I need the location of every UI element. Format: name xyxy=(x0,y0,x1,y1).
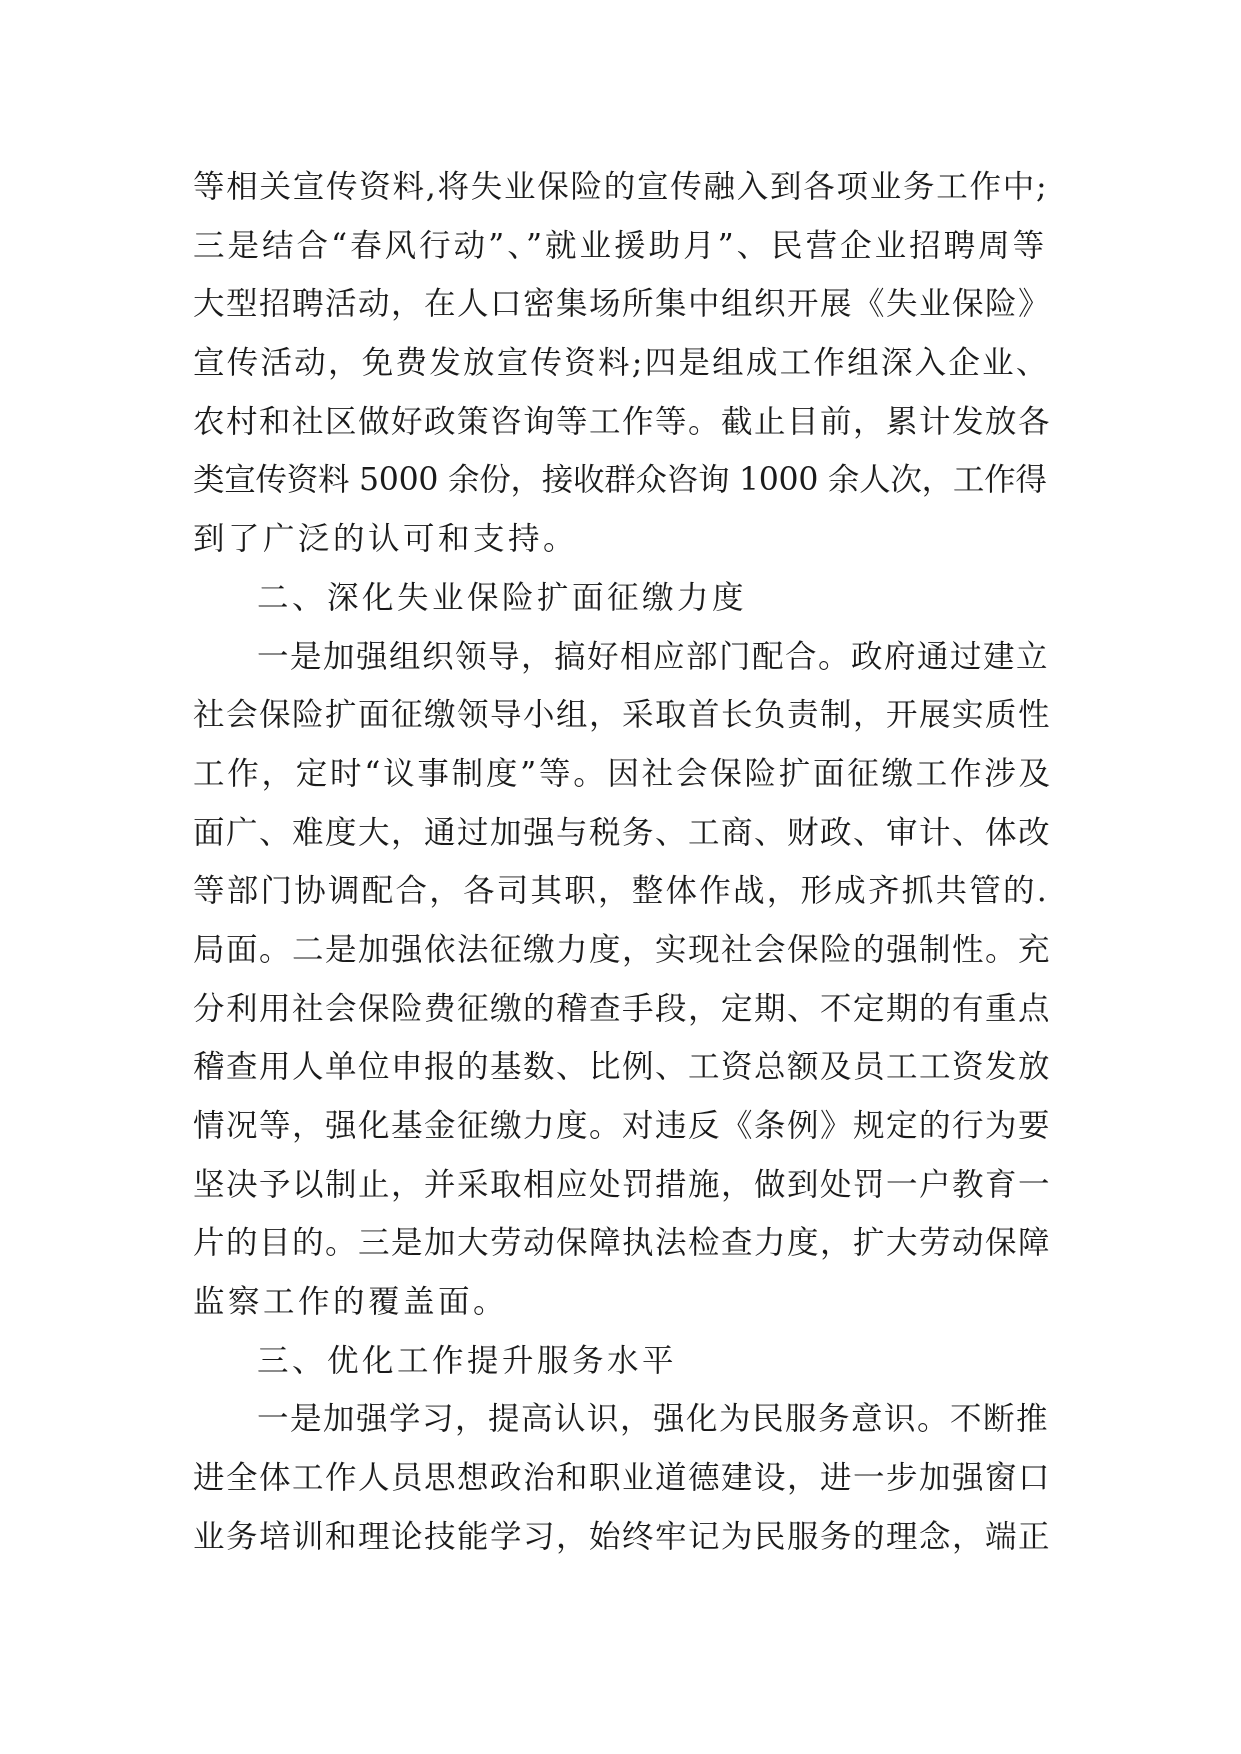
text-line: 类宣传资料 5000 余份，接收群众咨询 1000 余人次，工作得 xyxy=(193,462,1047,499)
text-line: 三是结合“春风行动”、”就业援助月”、民营企业招聘周等 xyxy=(193,227,1048,264)
text-line: 社会保险扩面征缴领导小组，采取首长负责制，开展实质性 xyxy=(193,697,1052,734)
text-line: 片的目的。三是加大劳动保障执法检查力度，扩大劳动保障 xyxy=(193,1225,1052,1262)
paragraph-first-line: 一是加强组织领导，搞好相应部门配合。政府通过建立 xyxy=(257,638,1050,675)
text-line: 稽查用人单位申报的基数、比例、工资总额及员工工资发放 xyxy=(193,1049,1052,1086)
text-line: 到了广泛的认可和支持。 xyxy=(193,521,579,558)
text-line: 面广、难度大，通过加强与税务、工商、财政、审计、体改 xyxy=(193,814,1052,851)
text-line: 监察工作的覆盖面。 xyxy=(193,1284,509,1321)
text-line: 农村和社区做好政策咨询等工作等。截止目前，累计发放各 xyxy=(193,403,1052,440)
text-line: 分利用社会保险费征缴的稽查手段，定期、不定期的有重点 xyxy=(193,990,1052,1027)
text-line: 大型招聘活动，在人口密集场所集中组织开展《失业保险》 xyxy=(193,286,1052,323)
text-line: 等相关宣传资料,将失业保险的宣传融入到各项业务工作中; xyxy=(193,169,1049,205)
text-line: 宣传活动，免费发放宣传资料;四是组成工作组深入企业、 xyxy=(193,345,1050,382)
text-line: 进全体工作人员思想政治和职业道德建设，进一步加强窗口 xyxy=(193,1460,1052,1497)
text-line: 等部门协调配合，各司其职，整体作战，形成齐抓共管的. xyxy=(193,873,1050,910)
text-line: 情况等，强化基金征缴力度。对违反《条例》规定的行为要 xyxy=(193,1108,1052,1144)
paragraph-first-line: 三、优化工作提升服务水平 xyxy=(257,1342,678,1379)
paragraph-first-line: 一是加强学习，提高认识，强化为民服务意识。不断推 xyxy=(257,1401,1050,1438)
text-line: 坚决予以制止，并采取相应处罚措施，做到处罚一户教育一 xyxy=(193,1166,1052,1203)
text-line: 业务培训和理论技能学习，始终牢记为民服务的理念，端正 xyxy=(193,1518,1052,1555)
text-line: 局面。二是加强依法征缴力度，实现社会保险的强制性。充 xyxy=(193,931,1052,968)
paragraph-first-line: 二、深化失业保险扩面征缴力度 xyxy=(257,579,748,616)
document-body xyxy=(193,158,1053,1567)
text-line: 工作，定时“议事制度”等。因社会保险扩面征缴工作涉及 xyxy=(193,755,1053,792)
